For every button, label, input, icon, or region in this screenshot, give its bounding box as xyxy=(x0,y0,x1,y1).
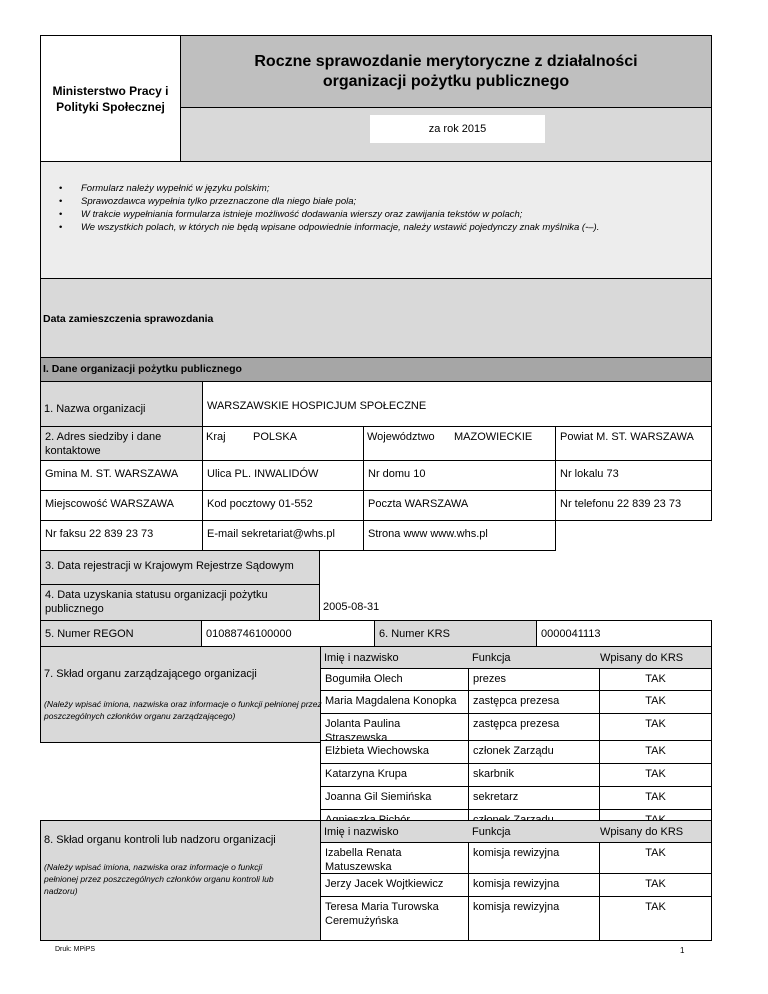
control-row-krs[interactable]: TAK xyxy=(599,842,712,874)
board-row-name[interactable]: Katarzyna Krupa xyxy=(320,763,469,787)
ministry-name: Ministerstwo Pracy i Polityki Społecznej xyxy=(52,83,169,114)
board-row-name[interactable]: Joanna Gil Siemińska xyxy=(320,786,469,810)
control-row-krs[interactable]: TAK xyxy=(599,896,712,941)
email-cell[interactable]: E-mail sekretariat@whs.pl xyxy=(202,520,364,551)
instruction-item: • Formularz należy wypełnić w języku polskim; xyxy=(41,182,711,195)
post-office-cell[interactable]: Poczta WARSZAWA xyxy=(363,490,556,521)
board-row-name[interactable]: Maria Magdalena Konopka xyxy=(320,690,469,714)
opp-status-label: 4. Data uzyskania statusu organizacji pożytku publicznego xyxy=(40,584,320,621)
board-label-box xyxy=(40,646,321,743)
board-row-name[interactable]: Elżbieta Wiechowska xyxy=(320,740,469,764)
posting-date-label: Data zamieszczenia sprawozdania xyxy=(43,313,214,325)
opp-status-value[interactable]: 2005-08-31 xyxy=(323,601,380,613)
org-name-label-cell xyxy=(40,381,203,427)
footer-line xyxy=(40,940,165,941)
board-row-krs[interactable]: TAK xyxy=(599,740,712,764)
postal-code-cell[interactable]: Kod pocztowy 01-552 xyxy=(202,490,364,521)
house-number-cell[interactable]: Nr domu 10 xyxy=(363,460,556,491)
board-row-function[interactable]: skarbnik xyxy=(468,763,600,787)
board-row-function[interactable]: członek Zarządu xyxy=(468,740,600,764)
board-row-krs[interactable]: TAK xyxy=(599,786,712,810)
section-1-title: I. Dane organizacji pożytku publicznego xyxy=(43,363,242,375)
voivodeship-value: MAZOWIECKIE xyxy=(454,431,533,443)
footer-druk: Druk: MPiPS xyxy=(55,946,96,953)
board-row-krs[interactable]: TAK xyxy=(599,690,712,714)
board-header-function: Funkcja xyxy=(472,652,511,664)
regon-label: 5. Numer REGON xyxy=(40,620,202,647)
board-row-krs[interactable]: TAK xyxy=(599,713,712,741)
control-row-name[interactable]: Teresa Maria Turowska Ceremużyńska xyxy=(320,896,469,941)
board-header-name: Imię i nazwisko xyxy=(324,652,399,664)
control-row-function[interactable]: komisja rewizyjna xyxy=(468,896,600,941)
fax-cell[interactable]: Nr faksu 22 839 23 73 xyxy=(40,520,203,551)
control-row-function[interactable]: komisja rewizyjna xyxy=(468,873,600,897)
control-label-box xyxy=(40,820,321,941)
board-row-function[interactable]: zastępca prezesa xyxy=(468,713,600,741)
board-note: (Należy wpisać imiona, nazwiska oraz informacje o funkcji pełnionej przez poszczególnych członków organu zarządzającego) xyxy=(44,699,322,721)
report-year: za rok 2015 xyxy=(370,115,545,143)
board-header-krs: Wpisany do KRS xyxy=(600,652,684,664)
org-name-label: 1. Nazwa organizacji xyxy=(44,403,146,415)
board-row-name[interactable]: Bogumiła Olech xyxy=(320,668,469,691)
board-row-name[interactable]: Jolanta Paulina Straszewska xyxy=(320,713,469,741)
street-cell[interactable]: Ulica PL. INWALIDÓW xyxy=(202,460,364,491)
posting-date-row xyxy=(40,278,712,358)
krs-value[interactable]: 0000041113 xyxy=(536,620,712,647)
board-label: 7. Skład organu zarządzającego organizacji xyxy=(44,668,257,680)
section-1-header xyxy=(40,357,712,382)
voivodeship-label: Województwo xyxy=(367,431,435,443)
phone-cell[interactable]: Nr telefonu 22 839 23 73 xyxy=(555,490,712,521)
voivodeship-cell[interactable] xyxy=(363,426,556,461)
control-row-krs[interactable]: TAK xyxy=(599,873,712,897)
control-header-name: Imię i nazwisko xyxy=(324,826,399,838)
control-row-name[interactable]: Jerzy Jacek Wojtkiewicz xyxy=(320,873,469,897)
krs-label: 6. Numer KRS xyxy=(374,620,537,647)
title-box xyxy=(180,35,712,108)
board-row-function[interactable]: prezes xyxy=(468,668,600,691)
instruction-item: • W trakcie wypełniania formularza istnieje możliwość dodawania wierszy oraz zawijania tekstów w polach; xyxy=(41,208,711,221)
control-header-function: Funkcja xyxy=(472,826,511,838)
regon-value[interactable]: 01088746100000 xyxy=(201,620,375,647)
control-header-krs: Wpisany do KRS xyxy=(600,826,684,838)
website-cell[interactable]: Strona www www.whs.pl xyxy=(363,520,556,551)
board-row-function[interactable]: sekretarz xyxy=(468,786,600,810)
org-name-value[interactable]: WARSZAWSKIE HOSPICJUM SPOŁECZNE xyxy=(202,381,712,427)
instruction-item: • We wszystkich polach, w których nie będą wpisane odpowiednie informacje, należy wstawić pojedynczy znak myślnika (-–). xyxy=(41,221,711,234)
board-row-krs[interactable]: TAK xyxy=(599,668,712,691)
country-value: POLSKA xyxy=(253,431,298,443)
country-label: Kraj xyxy=(206,431,226,443)
address-label: 2. Adres siedziby i dane kontaktowe xyxy=(40,426,203,461)
report-title: Roczne sprawozdanie merytoryczne z działalności organizacji pożytku publicznego xyxy=(254,52,638,90)
control-label: 8. Skład organu kontroli lub nadzoru organizacji xyxy=(44,834,276,846)
city-cell[interactable]: Miejscowość WARSZAWA xyxy=(40,490,203,521)
control-row-function[interactable]: komisja rewizyjna xyxy=(468,842,600,874)
krs-date-label: 3. Data rejestracji w Krajowym Rejestrze Sądowym xyxy=(40,550,320,585)
country-cell[interactable] xyxy=(202,426,364,461)
board-row-krs[interactable]: TAK xyxy=(599,763,712,787)
commune-cell[interactable]: Gmina M. ST. WARSZAWA xyxy=(40,460,203,491)
board-row-function[interactable]: zastępca prezesa xyxy=(468,690,600,714)
county-cell[interactable]: Powiat M. ST. WARSZAWA xyxy=(555,426,712,461)
instructions-list xyxy=(41,182,711,234)
instructions-box xyxy=(40,161,712,279)
ministry-box xyxy=(40,35,181,162)
control-row-name[interactable]: Izabella Renata Matuszewska xyxy=(320,842,469,874)
apartment-number-cell[interactable]: Nr lokalu 73 xyxy=(555,460,712,491)
page-number: 1 xyxy=(680,946,685,955)
instruction-item: • Sprawozdawca wypełnia tylko przeznaczone dla niego białe pola; xyxy=(41,195,711,208)
control-note: (Należy wpisać imiona, nazwiska oraz informacje o funkcji pełnionej przez poszczególnych członków organu kontroli lub nadzoru) xyxy=(44,862,274,896)
